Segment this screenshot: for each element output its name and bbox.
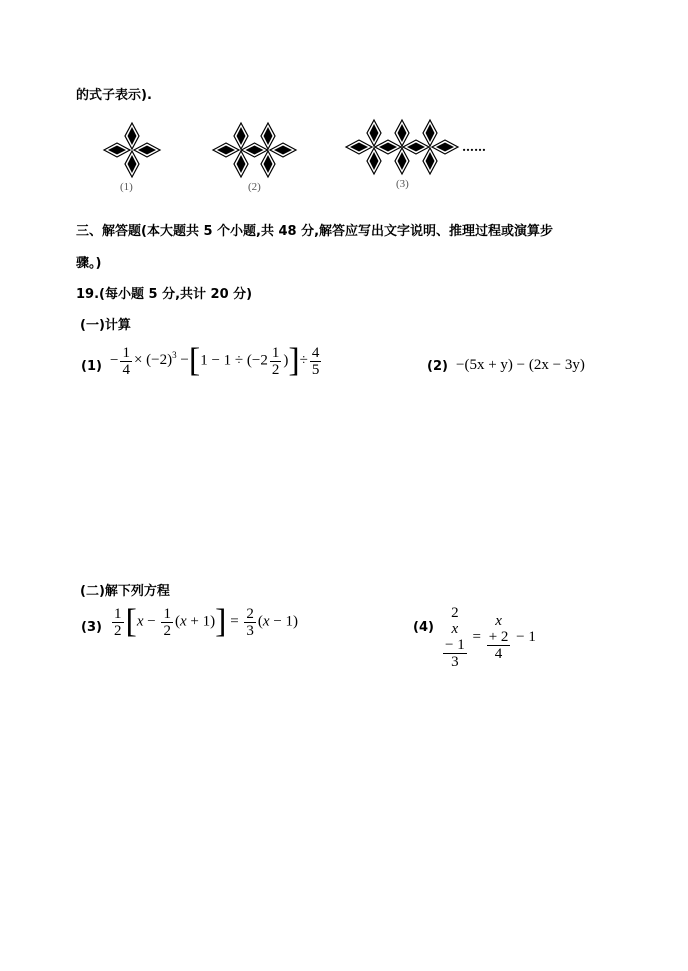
figure-2-diamonds (213, 123, 296, 177)
intro-line: 的式子表示). (76, 88, 152, 103)
problem-3-label: (3) (81, 620, 102, 635)
part-1-heading: (一)计算 (80, 318, 131, 333)
problem-4-expression: 2 x − 1 3 = x + 2 4 − 1 (445, 605, 536, 670)
section-heading-cont: 骤。) (76, 256, 102, 271)
figure-label-3: (3) (396, 178, 409, 190)
problem-2-expression: −(5x + y) − (2x − 3y) (456, 357, 585, 373)
figure-label-1: (1) (120, 181, 133, 193)
problem-4-label: (4) (413, 620, 434, 635)
problem-3-expression: $\frac{1}{2}$ [x − $\frac{1}{2}$ (x + 1)] = $\frac{2}{3}$ (x − 1) (114, 603, 299, 640)
part-2-heading: (二)解下列方程 (80, 584, 170, 599)
problem-2-label: (2) (427, 359, 448, 374)
figure-ellipsis: …… (462, 140, 486, 154)
problem-1-expression: − $\frac{1}{4}$ × $(-2)^3 -[1 - 1 \div (-2$ $\frac{1}{2}$ )]÷ $\frac{4}{5}$ (110, 342, 320, 379)
diamond-pattern-figure (95, 112, 505, 197)
figure-3-diamonds (346, 120, 458, 174)
question-19-heading: 19.(每小题 5 分,共计 20 分) (76, 287, 253, 302)
figure-label-2: (2) (248, 181, 261, 193)
section-heading: 三、解答题(本大题共 5 个小题,共 48 分,解答应写出文字说明、推理过程或演算步 (76, 224, 554, 239)
problem-1-label: (1) (81, 359, 102, 374)
figure-1-diamonds (104, 123, 160, 177)
